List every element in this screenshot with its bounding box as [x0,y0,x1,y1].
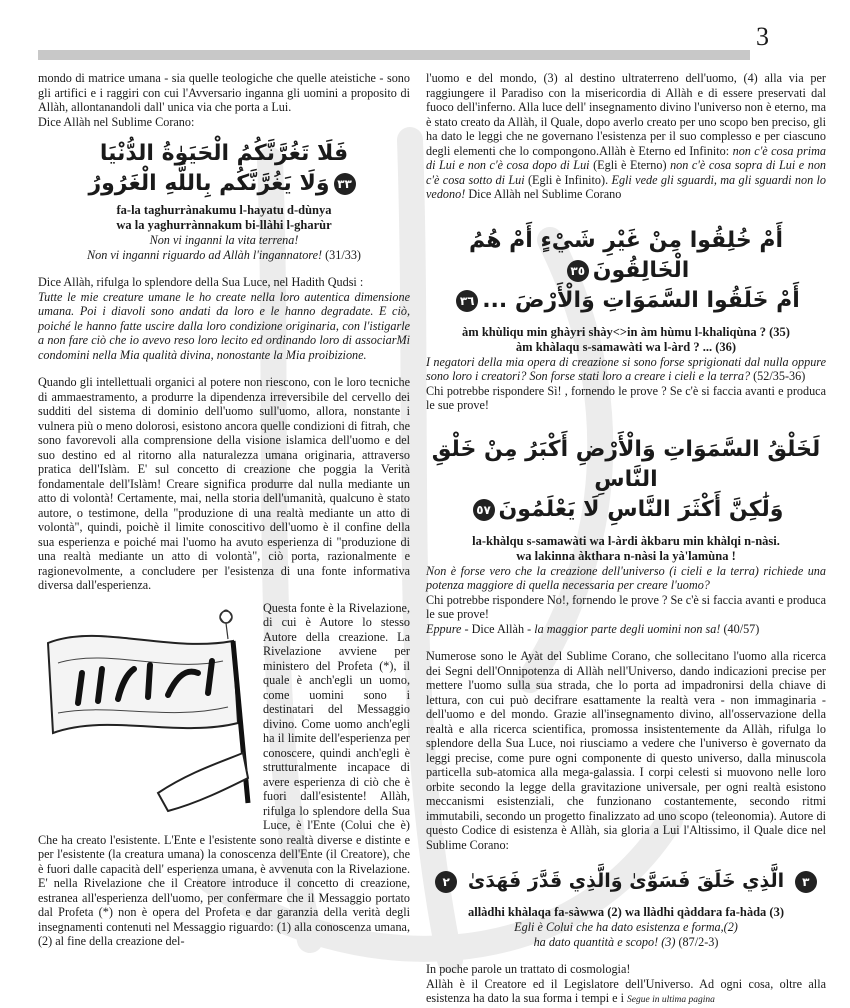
translation: Egli è Colui che ha dato esistenza e forma,(2) [514,920,738,934]
arabic-line: أَمْ خَلَقُوا السَّمَوَاتِ وَالْأَرْضَ ... [482,287,800,313]
body-paragraph [426,977,826,1008]
ayah-number-icon: ٣٣ [334,173,356,195]
transliteration: wa la yaghurrànnakum bi-llàhi l-gharùr [116,218,332,232]
eppure-line [426,622,826,637]
quote-intro: Dice Allàh nel Sublime Corano: [38,114,195,129]
arabic-line: الَّذِي خَلَقَ فَسَوَّىٰ وَالَّذِي قَدَّرَ فَهَدَىٰ [467,870,785,892]
emphasis: la maggior parte degli uomini non sa! [534,621,721,636]
body-paragraph: Quando gli intellettuali organici al potere non riescono, con le loro tecniche di ammaestramento, a produrre la dipendenza irreversibile del cervello dei sudditi del sistema di dominio dell'uomo sull'uomo, allora, nonstante i vulnera più o meno dolorosi, esistono ancora quelle condizioni di fitrah, che sono favorevoli alla comprensione della visione islamica dell'uomo e del suo destino ed al ritorno alla naturalezza umana originaria, attraverso pratica dell'Islàm. E' sul concetto di creazione che poggia la Verità fondamentale dell'Islàm! Creare significa produrre dal nulla mediante un atto di volontà! Certamente, mai, nella storia dell'umanità, qualcuno è stato autore, o testimone, della "produzione di una realtà mediante un atto di volontà", quindi, poichè il limite conoscitivo dell'uomo è il confine della sua esperienza e poiché mai l'uomo ha avuto esperienza di "produzione di una realtà mediante un atto di volontà", ciò porta, razionalmente e ragionevolmente, a concludere per l'esistenza di una fonte informativa diversa dall'esperienza. [38,375,410,592]
translation: Non è forse vero che la creazione dell'universo (i cieli e la terra) richiede una potenza maggiore di quella necessaria per creare l'uomo? [426,563,826,592]
transliteration: àm khàlaqu s-samawàti wa l-àrd ? ... (36) [515,339,737,354]
text: l'uomo e del mondo, (3) al destino ultraterreno dell'uomo, (4) alla via per raggiungere il Paradiso con la misericordia di Allàh e di essere preservati dal fuoco dell'inferno. Alla luce dell' insegnamento divino l'universo non è eterno, ma è stato creato da Allàh, il Quale, dopo averlo creato per uno scopo ben preciso, gli ha dato le leggi che ne governano l'esistenza per il suo complesso e per ciascuno degli elementi che lo compongono.Allàh è Eterno ed Infinito: [426,71,826,158]
arabic-line: أَمْ خُلِقُوا مِنْ غَيْرِ شَيْءٍ أَمْ هُمُ الْخَالِقُونَ [468,227,784,283]
ayah-number-icon: ٣ [795,871,817,893]
hadith-text: Tutte le mie creature umane le ho create nella loro autentica dimensione umana. Poi i diavoli sono andati da loro e le hanno degradate. E ciò, poiché le hanno fatte uscire dalla loro condizione originaria, con l'istigarle a non fare ciò che io avevo reso loro lecito ed ordinando loro di associarMi condomini nella Mia qualità divina, nonostante la Mia proibizione. [38,289,410,362]
transliteration: fa-la taghurrànakumu l-hayatu d-dùnya [116,203,332,217]
emphasis: non c'è cosa sopra di Lui e non c'è cosa sotto di Lui [426,158,827,187]
intro-paragraph: mondo di matrice umana - sia quelle teologiche che quelle ateistiche - sono gli artifici e i raggiri con cui l'Avversario inganna gli uomini a proposito di Allàh, allontanandoli dall' unica via che porta a Lui. [38,71,410,114]
ayah-number-icon: ٣٥ [567,260,589,282]
verse-reference: (40/57) [723,621,760,636]
text: - Dice Allàh - [464,621,532,636]
translation: I negatori della mia opera di creazione si sono forse sprigionati dal nulla oppure sono loro i creatori? Son forse stati loro a creare i cieli e la terra? [426,354,826,383]
flower-ornament-icon [220,610,232,639]
flag-shahada-illustration [38,603,253,818]
translation-with-ref [38,248,410,263]
text: (Egli è Eterno) [593,158,667,172]
left-column [38,71,410,949]
transliteration: wa lakinna àkthara n-nàsi la yà'lamùna ! [516,548,736,563]
transliteration: allàdhi khàlaqa fa-sàwwa (2) wa llàdhi qàddara fa-hàda (3) [467,905,785,919]
body-paragraph [426,71,826,202]
arabic-line: فَلَا تَغُرَّنَّكُمُ الْحَيَوٰةُ الدُّنْيَا [99,141,349,166]
emphasis: Egli vede gli sguardi, ma gli sguardi non lo vedono! [426,172,826,201]
translation: ha dato quantità e scopo! (3) [533,934,676,949]
translation: Non vi inganni la vita terrena! [149,233,299,247]
body-paragraph: In poche parole un trattato di cosmologia! [426,962,631,976]
arabic-verse-31-33 [38,139,410,199]
body-paragraph: Chi potrebbe rispondere Sì! , fornendo le prove ? Se c'è si faccia avanti e produca le sue prove! [426,383,826,412]
page-number: 3 [756,22,769,51]
verse-reference: (31/33) [325,247,361,262]
ayah-number-icon: ٣٦ [456,290,478,312]
right-column [426,71,826,1008]
arabic-verse-52-35 [426,226,826,316]
body-paragraph: Questa fonte è la Rivelazione, di cui è Autore lo stesso Autore della creazione. La Rivelazione avviene per ministero del Profeta (*), il quale è anch'egli un uomo, come uomini sono i destinatari del Messaggio divino. Come uomo anch'egli ha il limite dell'esperienza per conoscere, quindi anch'egli è strutturalmente incapace di avere esperienza di ciò che è fuori dall'esistente! Allàh, rifulga lo splendore della Sua Luce, è l'Ente (Colui che è) Che ha creato l'esistente. L'Ente e l'esistente sono realtà diverse e distinte e per l'esistente (la creatura umana) la conoscenza dell'Ente (il Creatore), che è fuori dalle capacità dell' esperienza umana, è avvenuta con la Rivelazione. E' nella Rivelazione che il Creatore introduce il concetto di creazione, estranea all'esperienza dell'uomo, per confermare che il Messaggio portato dal Profeta (*) non è opera del Profeta e dar garanzia della verità degli insegnamenti contenuti nel Messaggio riguardo: (1) alla conoscenza umana, (2) al fine della creazione del- [38,600,410,948]
continued-note: Segue in ultima pagina [627,995,715,1005]
transliteration: àm khùliqu min ghàyri shày<>in àm hùmu l-khaliqùna ? (35) [462,324,790,339]
body-paragraph: Chi potrebbe rispondere No!, fornendo le prove ? Se c'è si faccia avanti e produca le sue prove! [426,592,826,621]
arabic-line: وَلَا يَغُرَّنَّكُم بِاللَّهِ الْغَرُورُ [88,171,330,196]
body-paragraph: Numerose sono le Ayàt del Sublime Corano, che sollecitano l'uomo alla ricerca dei Segni dell'Onnipotenza di Allàh nell'Universo, dando indicazioni precise per mettere l'uomo sulla sua strada, che lo porta ad impadronirsi della chiave di lettura, con cui può decifrare esattamente la realtà vera - non immaginaria - dell'uomo e del mondo. Grazie all'insegnamento divino, all'osservazione della realtà e alla ricerca scientifica, promossa insistentemente da Allàh, rifulga lo splendore della Sua Luce, noi riusciamo a vedere che l'universo è governato da leggi precise, come pure ogni componente di questo universo, dalla minuscola particella sub-atomica alla mega-galassia. I corpi celesti si muovono nelle loro orbite secondo la legge della gravitazione universale, per ogni realtà esistono meccanismi esistenziali, che funzionano costantemente, secondo ritmi immutabili, secondo un progetto finalizzato ad uno scopo (teleonomia). Autore di questo Codice di esistenza è Allàh, sia gloria a Lui l'Altissimo, il Quale dice nel Sublime Corano: [426,649,826,852]
verse-reference: (87/2-3) [678,934,719,949]
text: Dice Allàh nel Sublime Corano [468,187,622,201]
ayah-number-icon: ٢ [435,871,457,893]
translation: Non vi inganni riguardo ad Allàh l'ingannatore! [86,247,323,262]
hadith-intro: Dice Allàh, rifulga lo splendore della Sua Luce, nel Hadith Qudsi : [38,275,364,289]
text: Allàh è il Creatore ed il Legislatore dell'Universo. Ad ogni cosa, oltre alla esistenza ha dato la sua forma i tempi e i [426,976,826,1005]
arabic-verse-40-57 [426,435,826,525]
arabic-line: لَخَلْقُ السَّمَوَاتِ وَالْأَرْضِ أَكْبَرُ مِنْ خَلْقِ النَّاسِ [431,436,821,492]
emphasis: non c'è cosa prima di Lui e non c'è cosa dopo di Lui [426,143,827,172]
arabic-line: وَلَٰكِنَّ أَكْثَرَ النَّاسِ لَا يَعْلَمُونَ [498,496,784,522]
transliteration: la-khàlqu s-samawàti wa l-àrdi àkbaru min khàlqi n-nàsi. [472,533,780,548]
text: (Egli è Infinito). [527,172,609,187]
ayah-number-icon: ٥٧ [473,499,495,521]
header-bar [38,50,750,60]
arabic-verse-87-2-3 [426,866,826,896]
emphasis: Eppure [426,621,462,636]
verse-reference: (52/35-36) [753,369,806,383]
